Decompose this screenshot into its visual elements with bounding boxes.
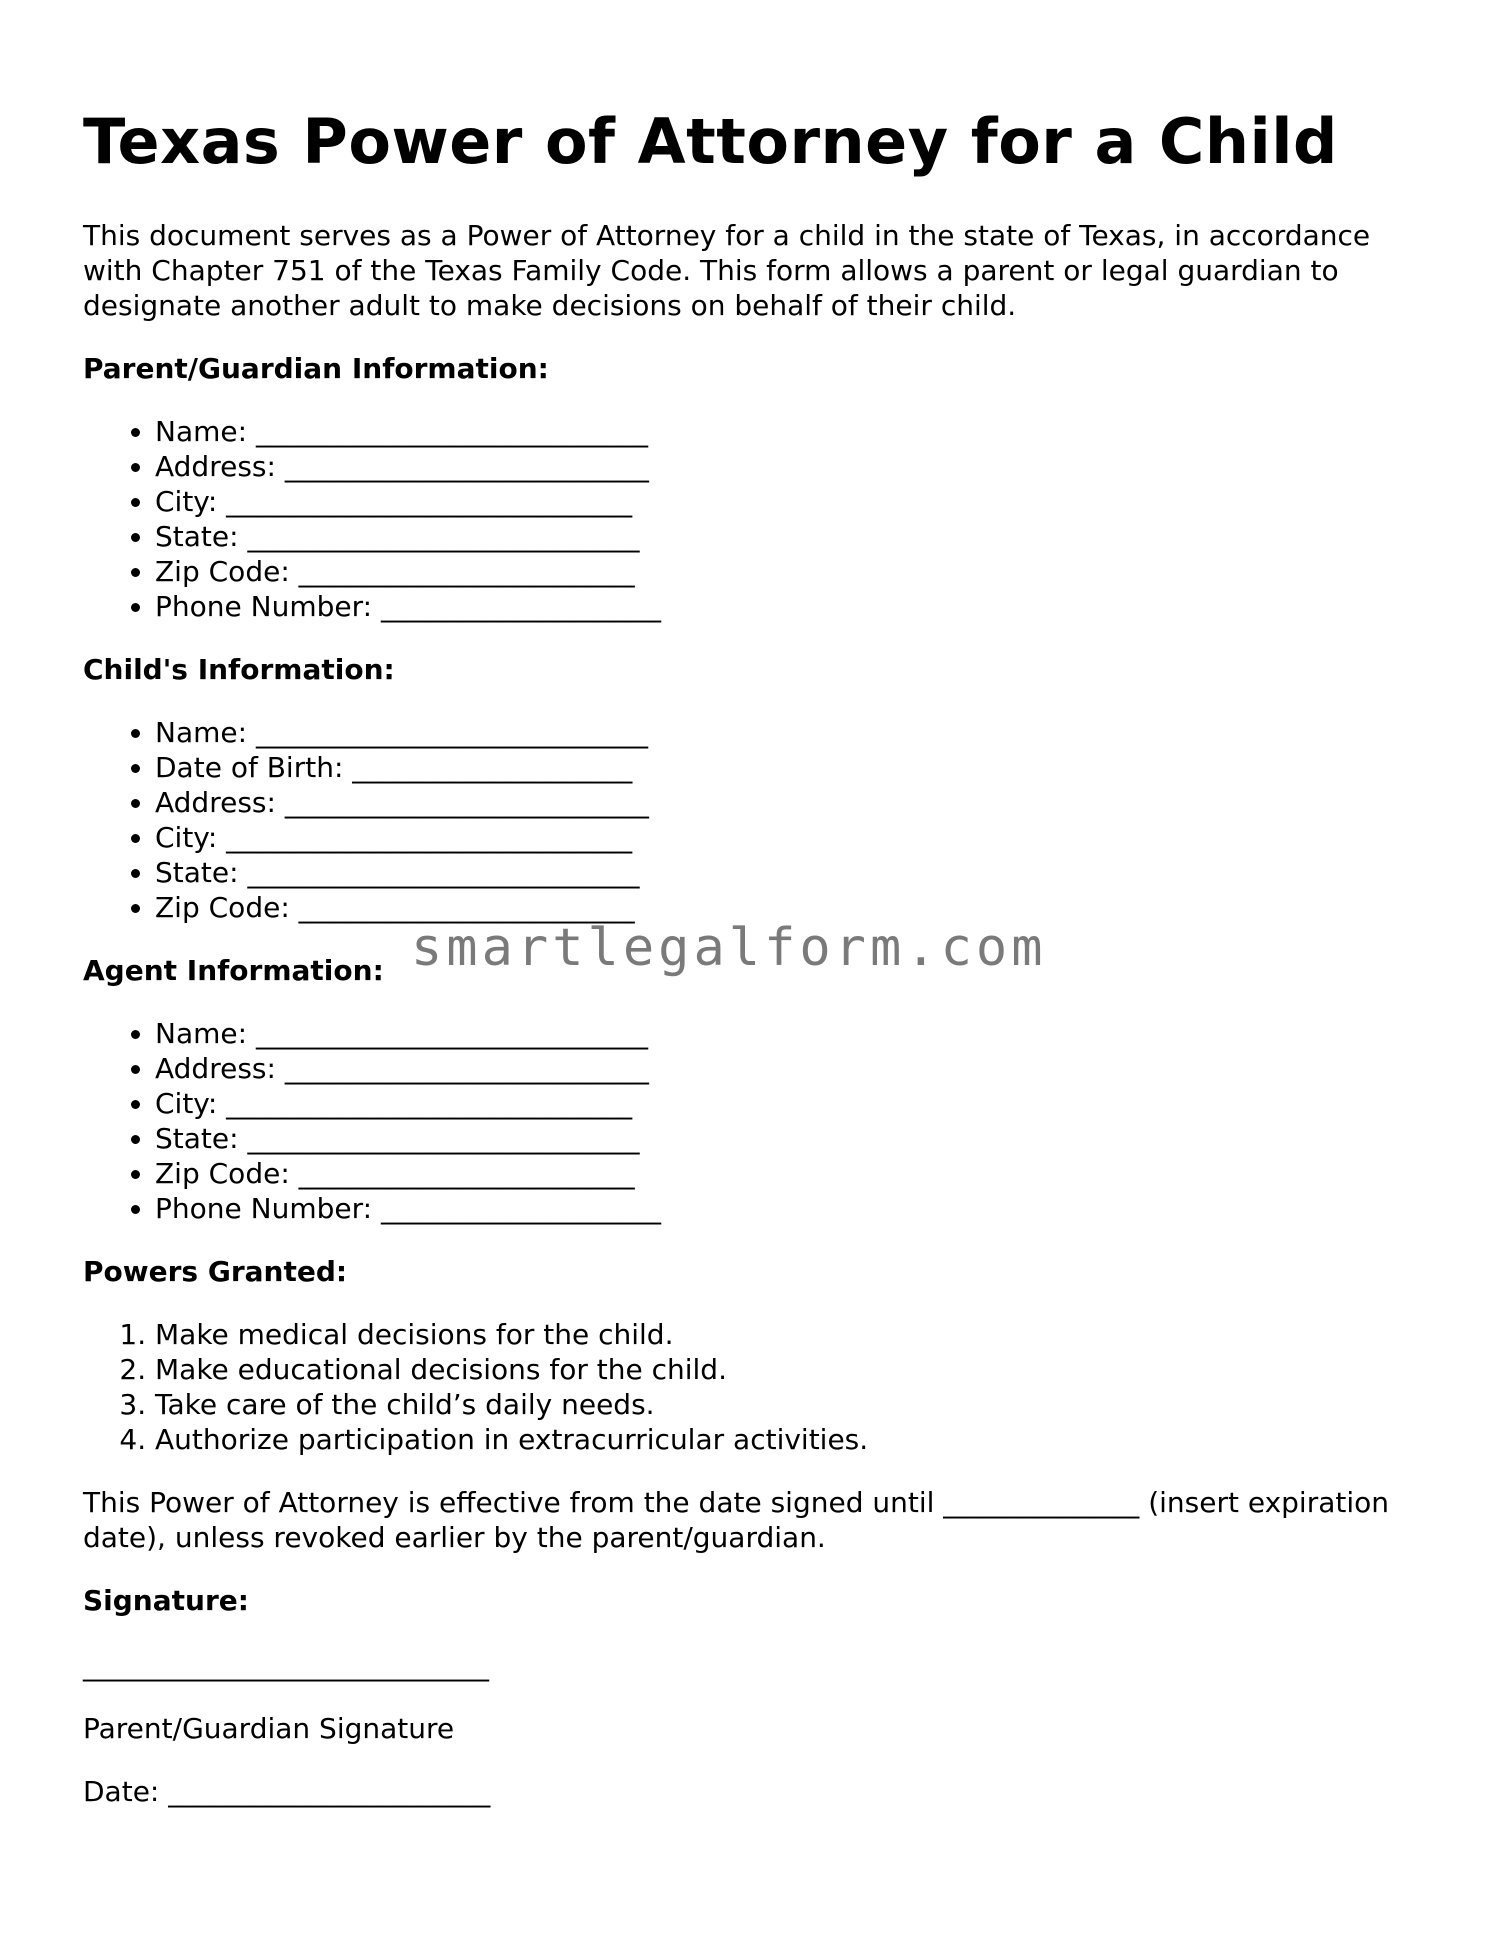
- parent-section-heading: Parent/Guardian Information:: [83, 352, 549, 385]
- child-section-heading: Child's Information:: [83, 653, 395, 686]
- agent-name-field[interactable]: • Name: ____________________________: [155, 1016, 1413, 1051]
- signature-line[interactable]: _____________________________: [83, 1649, 489, 1682]
- document-page: [83, 100, 1413, 1837]
- power-item: 3. Take care of the child’s daily needs.: [155, 1387, 1413, 1422]
- parent-city-field[interactable]: • City: _____________________________: [155, 484, 1413, 519]
- agent-phone-field[interactable]: • Phone Number: ____________________: [155, 1191, 1413, 1226]
- page-title: Texas Power of Attorney for a Child: [83, 105, 1338, 178]
- agent-section-heading: [83, 918, 1413, 988]
- child-dob-field[interactable]: • Date of Birth: ____________________: [155, 750, 1413, 785]
- agent-address-field[interactable]: • Address: __________________________: [155, 1051, 1413, 1086]
- parent-phone-field[interactable]: • Phone Number: ____________________: [155, 589, 1413, 624]
- parent-zip-field[interactable]: • Zip Code: ________________________: [155, 554, 1413, 589]
- child-state-field[interactable]: • State: ____________________________: [155, 855, 1413, 890]
- agent-zip-field[interactable]: • Zip Code: ________________________: [155, 1156, 1413, 1191]
- agent-info-list: [83, 1016, 1413, 1226]
- parent-address-field[interactable]: • Address: __________________________: [155, 449, 1413, 484]
- signature-section-heading: Signature:: [83, 1584, 249, 1617]
- parent-info-list: [83, 414, 1413, 624]
- agent-state-field[interactable]: • State: ____________________________: [155, 1121, 1413, 1156]
- child-zip-field[interactable]: • Zip Code: ________________________: [155, 890, 1413, 925]
- intro-paragraph: This document serves as a Power of Attorney for a child in the state of Texas, in accordance with Chapter 751 of the Texas Family Code. This form allows a parent or legal guardian to designate another adult to make decisions on behalf of their child.: [83, 219, 1371, 322]
- child-city-field[interactable]: • City: _____________________________: [155, 820, 1413, 855]
- child-address-field[interactable]: • Address: __________________________: [155, 785, 1413, 820]
- signature-label: Parent/Guardian Signature: [83, 1712, 455, 1745]
- powers-list: [83, 1317, 1413, 1457]
- watermark: smartlegalform.com: [411, 918, 1047, 978]
- signature-date-field[interactable]: Date: _______________________: [83, 1775, 491, 1808]
- powers-section-heading: Powers Granted:: [83, 1255, 348, 1288]
- effective-period-paragraph[interactable]: This Power of Attorney is effective from the date signed until ______________ (insert expiration date), unless revoked earlier by the parent/guardian.: [83, 1486, 1390, 1554]
- parent-state-field[interactable]: • State: ____________________________: [155, 519, 1413, 554]
- agent-heading-text: Agent Information:: [83, 954, 384, 987]
- power-item: 2. Make educational decisions for the child.: [155, 1352, 1413, 1387]
- power-item: 4. Authorize participation in extracurricular activities.: [155, 1422, 1413, 1457]
- parent-name-field[interactable]: • Name: ____________________________: [155, 414, 1413, 449]
- child-name-field[interactable]: • Name: ____________________________: [155, 715, 1413, 750]
- agent-city-field[interactable]: • City: _____________________________: [155, 1086, 1413, 1121]
- power-item: 1. Make medical decisions for the child.: [155, 1317, 1413, 1352]
- child-info-list: [83, 715, 1413, 925]
